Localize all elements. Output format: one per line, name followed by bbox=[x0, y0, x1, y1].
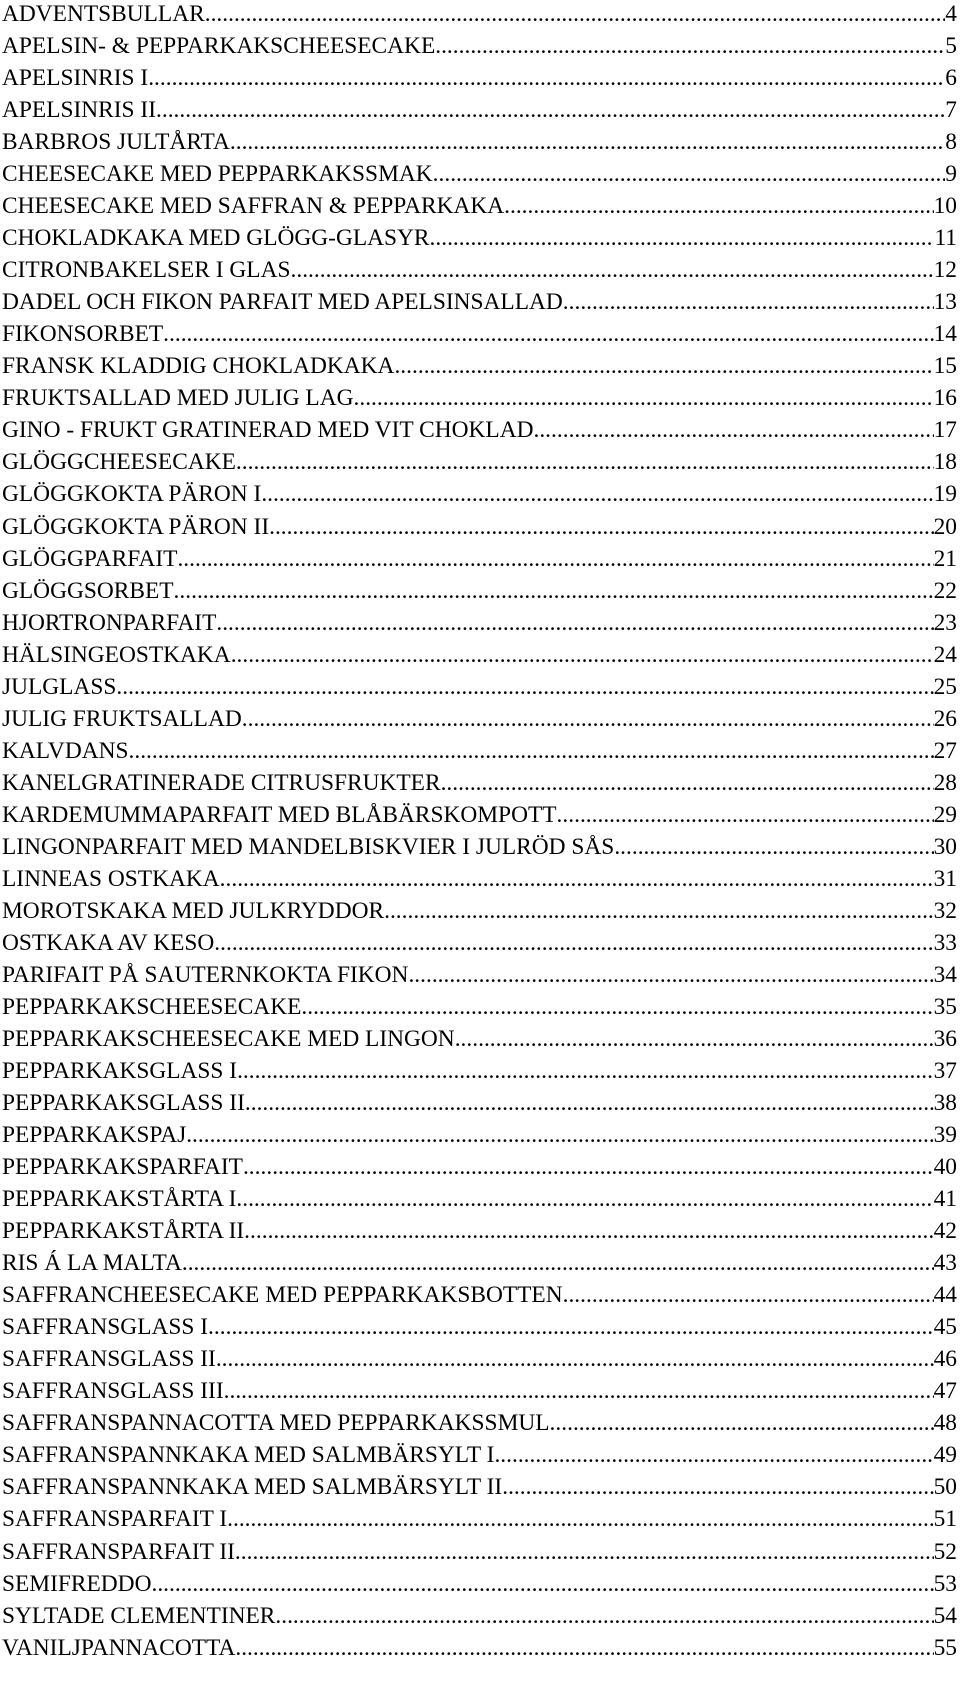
toc-entry-page-number: 20 bbox=[933, 513, 957, 540]
toc-dot-leader bbox=[148, 62, 945, 94]
toc-dot-leader bbox=[208, 1311, 934, 1343]
toc-entry[interactable] bbox=[2, 703, 957, 735]
toc-dot-leader bbox=[242, 703, 934, 735]
toc-entry-title: CHOKLADKAKA MED GLÖGG-GLASYR bbox=[2, 225, 430, 252]
toc-entry-page-number: 4 bbox=[945, 1, 957, 27]
toc-entry[interactable] bbox=[2, 158, 957, 190]
toc-entry-page-number: 12 bbox=[933, 257, 957, 284]
toc-entry-title: SAFFRANSPANNKAKA MED SALMBÄRSYLT II bbox=[2, 1474, 503, 1501]
toc-entry-title: SAFFRANSGLASS I bbox=[2, 1314, 209, 1341]
toc-entry-page-number: 19 bbox=[933, 481, 957, 508]
toc-entry-title: MOROTSKAKA MED JULKRYDDOR bbox=[2, 897, 385, 924]
toc-dot-leader bbox=[224, 1375, 934, 1407]
toc-entry-title: LINGONPARFAIT MED MANDELBISKVIER I JULRÖD SÅS bbox=[2, 833, 615, 860]
toc-entry[interactable] bbox=[2, 767, 957, 799]
toc-dot-leader bbox=[151, 1568, 933, 1600]
toc-entry-title: FIKONSORBET bbox=[2, 321, 164, 348]
toc-entry[interactable] bbox=[2, 1055, 957, 1087]
toc-dot-leader bbox=[174, 575, 934, 607]
toc-entry-title: GLÖGGKOKTA PÄRON II bbox=[2, 513, 270, 540]
toc-entry-page-number: 54 bbox=[933, 1602, 957, 1629]
toc-entry[interactable] bbox=[2, 799, 957, 831]
toc-entry[interactable] bbox=[2, 478, 957, 510]
toc-entry-title: PEPPARKAKSPAJ bbox=[2, 1122, 187, 1149]
toc-entry-title: HJORTRONPARFAIT bbox=[2, 609, 217, 636]
toc-dot-leader bbox=[231, 639, 934, 671]
toc-dot-leader bbox=[236, 446, 934, 478]
toc-dot-leader bbox=[435, 30, 945, 62]
toc-entry-page-number: 55 bbox=[933, 1634, 957, 1661]
toc-entry-page-number: 14 bbox=[933, 321, 957, 348]
toc-entry-title: FRUKTSALLAD MED JULIG LAG bbox=[2, 385, 354, 412]
toc-entry[interactable] bbox=[2, 1471, 957, 1503]
toc-entry-title: CHEESECAKE MED PEPPARKAKSSMAK bbox=[2, 161, 433, 188]
toc-entry-page-number: 16 bbox=[933, 385, 957, 412]
toc-entry-page-number: 34 bbox=[933, 961, 957, 988]
toc-entry-title: OSTKAKA AV KESO bbox=[2, 929, 215, 956]
toc-dot-leader bbox=[563, 1279, 934, 1311]
toc-entry[interactable] bbox=[2, 1568, 957, 1600]
toc-entry[interactable] bbox=[2, 831, 957, 863]
toc-entry[interactable] bbox=[2, 639, 957, 671]
toc-dot-leader bbox=[275, 1600, 933, 1632]
toc-entry[interactable] bbox=[2, 1407, 957, 1439]
toc-entry[interactable] bbox=[2, 1279, 957, 1311]
toc-entry-title: SAFFRANSPANNACOTTA MED PEPPARKAKSSMUL bbox=[2, 1410, 550, 1437]
toc-entry-title: CITRONBAKELSER I GLAS bbox=[2, 257, 291, 284]
toc-entry[interactable] bbox=[2, 1439, 957, 1471]
toc-dot-leader bbox=[237, 1055, 934, 1087]
toc-dot-leader bbox=[408, 959, 933, 991]
table-of-contents bbox=[2, 0, 957, 1664]
toc-entry[interactable] bbox=[2, 575, 957, 607]
toc-dot-leader bbox=[245, 1087, 934, 1119]
toc-entry[interactable] bbox=[2, 254, 957, 286]
toc-dot-leader bbox=[205, 0, 946, 30]
toc-entry-page-number: 6 bbox=[945, 65, 957, 92]
toc-entry-page-number: 50 bbox=[933, 1474, 957, 1501]
toc-entry-title: RIS Á LA MALTA bbox=[2, 1250, 182, 1277]
toc-entry-page-number: 5 bbox=[945, 33, 957, 60]
toc-entry-page-number: 52 bbox=[933, 1538, 957, 1565]
toc-entry-title: LINNEAS OSTKAKA bbox=[2, 865, 220, 892]
toc-dot-leader bbox=[214, 927, 933, 959]
toc-entry-page-number: 47 bbox=[933, 1378, 957, 1405]
toc-dot-leader bbox=[186, 1119, 933, 1151]
toc-entry[interactable] bbox=[2, 62, 957, 94]
toc-entry-title: GLÖGGPARFAIT bbox=[2, 545, 178, 572]
toc-entry[interactable] bbox=[2, 607, 957, 639]
toc-entry-title: ADVENTSBULLAR bbox=[2, 1, 205, 27]
toc-dot-leader bbox=[504, 190, 933, 222]
toc-entry-title: PEPPARKAKSPARFAIT bbox=[2, 1154, 243, 1181]
toc-dot-leader bbox=[116, 671, 933, 703]
toc-entry[interactable] bbox=[2, 318, 957, 350]
toc-entry-page-number: 8 bbox=[945, 129, 957, 156]
toc-entry[interactable] bbox=[2, 94, 957, 126]
toc-entry-page-number: 21 bbox=[933, 545, 957, 572]
toc-dot-leader bbox=[291, 254, 934, 286]
toc-entry-title: PEPPARKAKSCHEESECAKE bbox=[2, 993, 302, 1020]
toc-entry-title: SAFFRANCHEESECAKE MED PEPPARKAKSBOTTEN bbox=[2, 1282, 563, 1309]
toc-entry-title: SAFFRANSGLASS II bbox=[2, 1346, 216, 1373]
toc-entry-page-number: 45 bbox=[933, 1314, 957, 1341]
toc-entry-page-number: 15 bbox=[933, 353, 957, 380]
toc-entry-title: APELSIN- & PEPPARKAKSCHEESECAKE bbox=[2, 33, 436, 60]
toc-entry-page-number: 11 bbox=[934, 225, 957, 252]
toc-entry-title: DADEL OCH FIKON PARFAIT MED APELSINSALLAD bbox=[2, 289, 563, 316]
toc-entry-title: FRANSK KLADDIG CHOKLADKAKA bbox=[2, 353, 395, 380]
toc-entry[interactable] bbox=[2, 414, 957, 446]
toc-entry-title: PEPPARKAKSTÅRTA II bbox=[2, 1218, 245, 1245]
toc-entry[interactable] bbox=[2, 1536, 957, 1568]
toc-dot-leader bbox=[557, 799, 934, 831]
toc-dot-leader bbox=[550, 1407, 934, 1439]
toc-entry[interactable] bbox=[2, 1215, 957, 1247]
toc-dot-leader bbox=[182, 1247, 934, 1279]
toc-entry-title: APELSINRIS II bbox=[2, 97, 156, 124]
toc-dot-leader bbox=[394, 350, 933, 382]
toc-entry-page-number: 26 bbox=[933, 705, 957, 732]
toc-entry-title: BARBROS JULTÅRTA bbox=[2, 129, 230, 156]
toc-entry-title: SYLTADE CLEMENTINER bbox=[2, 1602, 276, 1629]
toc-dot-leader bbox=[261, 478, 933, 510]
toc-entry-title: SEMIFREDDO bbox=[2, 1570, 152, 1597]
toc-entry-page-number: 9 bbox=[945, 161, 957, 188]
toc-entry[interactable] bbox=[2, 1119, 957, 1151]
toc-entry-page-number: 41 bbox=[933, 1186, 957, 1213]
toc-entry-page-number: 42 bbox=[933, 1218, 957, 1245]
toc-dot-leader bbox=[156, 94, 945, 126]
toc-entry[interactable] bbox=[2, 1151, 957, 1183]
toc-entry-page-number: 7 bbox=[945, 97, 957, 124]
toc-entry[interactable] bbox=[2, 126, 957, 158]
toc-entry-title: SAFFRANSPANNKAKA MED SALMBÄRSYLT I bbox=[2, 1442, 495, 1469]
toc-entry-page-number: 27 bbox=[933, 737, 957, 764]
toc-entry[interactable] bbox=[2, 543, 957, 575]
toc-dot-leader bbox=[433, 158, 946, 190]
toc-entry-title: KANELGRATINERADE CITRUSFRUKTER bbox=[2, 769, 441, 796]
toc-dot-leader bbox=[129, 735, 934, 767]
toc-entry[interactable] bbox=[2, 959, 957, 991]
toc-entry-title: PEPPARKAKSTÅRTA I bbox=[2, 1186, 237, 1213]
toc-entry-page-number: 31 bbox=[933, 865, 957, 892]
toc-entry[interactable] bbox=[2, 511, 957, 543]
toc-dot-leader bbox=[269, 511, 934, 543]
toc-dot-leader bbox=[216, 1343, 934, 1375]
toc-dot-leader bbox=[354, 382, 934, 414]
toc-entry[interactable] bbox=[2, 1632, 957, 1664]
toc-entry[interactable] bbox=[2, 991, 957, 1023]
toc-entry-page-number: 17 bbox=[933, 417, 957, 444]
toc-entry[interactable] bbox=[2, 863, 957, 895]
toc-entry-page-number: 53 bbox=[933, 1570, 957, 1597]
toc-entry-title: PARIFAIT PÅ SAUTERNKOKTA FIKON bbox=[2, 961, 409, 988]
toc-entry-page-number: 28 bbox=[933, 769, 957, 796]
toc-dot-leader bbox=[533, 414, 933, 446]
toc-dot-leader bbox=[384, 895, 934, 927]
toc-entry-title: GINO - FRUKT GRATINERAD MED VIT CHOKLAD bbox=[2, 417, 534, 444]
toc-entry-title: GLÖGGKOKTA PÄRON I bbox=[2, 481, 262, 508]
toc-entry-page-number: 49 bbox=[933, 1442, 957, 1469]
toc-entry-page-number: 48 bbox=[933, 1410, 957, 1437]
toc-entry-title: VANILJPANNACOTTA bbox=[2, 1634, 236, 1661]
toc-dot-leader bbox=[301, 991, 933, 1023]
toc-dot-leader bbox=[216, 607, 933, 639]
toc-dot-leader bbox=[177, 543, 933, 575]
toc-dot-leader bbox=[563, 286, 934, 318]
toc-entry-page-number: 36 bbox=[933, 1026, 957, 1052]
toc-entry-page-number: 18 bbox=[933, 449, 957, 476]
toc-entry[interactable] bbox=[2, 286, 957, 318]
toc-entry-title: JULGLASS bbox=[2, 673, 117, 700]
toc-entry-page-number: 30 bbox=[933, 833, 957, 860]
toc-entry-page-number: 25 bbox=[933, 673, 957, 700]
toc-entry-title: PEPPARKAKSGLASS II bbox=[2, 1090, 245, 1117]
toc-entry[interactable] bbox=[2, 382, 957, 414]
toc-dot-leader bbox=[441, 767, 934, 799]
toc-entry-page-number: 23 bbox=[933, 609, 957, 636]
toc-entry-page-number: 38 bbox=[933, 1090, 957, 1117]
toc-entry[interactable] bbox=[2, 1183, 957, 1215]
toc-entry-page-number: 10 bbox=[933, 193, 957, 220]
toc-entry-page-number: 37 bbox=[933, 1058, 957, 1085]
toc-entry-title: KALVDANS bbox=[2, 737, 129, 764]
toc-entry-title: KARDEMUMMAPARFAIT MED BLÅBÄRSKOMPOTT bbox=[2, 801, 557, 828]
toc-dot-leader bbox=[227, 1503, 933, 1535]
toc-dot-leader bbox=[230, 126, 945, 158]
toc-entry[interactable] bbox=[2, 446, 957, 478]
toc-entry[interactable] bbox=[2, 30, 957, 62]
toc-entry[interactable] bbox=[2, 1503, 957, 1535]
toc-entry[interactable] bbox=[2, 735, 957, 767]
toc-entry-title: SAFFRANSPARFAIT II bbox=[2, 1538, 235, 1565]
toc-dot-leader bbox=[455, 1023, 934, 1055]
toc-entry-title: GLÖGGCHEESECAKE bbox=[2, 449, 236, 476]
toc-entry[interactable] bbox=[2, 1375, 957, 1407]
toc-dot-leader bbox=[494, 1439, 933, 1471]
toc-entry-page-number: 44 bbox=[933, 1282, 957, 1309]
toc-entry[interactable] bbox=[2, 1087, 957, 1119]
toc-entry[interactable] bbox=[2, 1247, 957, 1279]
toc-entry[interactable] bbox=[2, 1600, 957, 1632]
toc-entry-page-number: 22 bbox=[933, 577, 957, 604]
toc-entry-title: SAFFRANSGLASS III bbox=[2, 1378, 224, 1405]
toc-entry[interactable] bbox=[2, 190, 957, 222]
toc-entry-page-number: 32 bbox=[933, 897, 957, 924]
toc-entry-page-number: 39 bbox=[933, 1122, 957, 1149]
toc-entry[interactable] bbox=[2, 895, 957, 927]
toc-entry-page-number: 40 bbox=[933, 1154, 957, 1181]
toc-entry-page-number: 46 bbox=[933, 1346, 957, 1373]
toc-entry-page-number: 43 bbox=[933, 1250, 957, 1277]
toc-entry-title: JULIG FRUKTSALLAD bbox=[2, 705, 242, 732]
toc-entry-title: SAFFRANSPARFAIT I bbox=[2, 1506, 228, 1533]
toc-dot-leader bbox=[235, 1536, 934, 1568]
toc-entry-page-number: 24 bbox=[933, 641, 957, 668]
toc-entry-title: HÄLSINGEOSTKAKA bbox=[2, 641, 231, 668]
toc-entry-page-number: 51 bbox=[933, 1506, 957, 1533]
toc-entry[interactable] bbox=[2, 927, 957, 959]
toc-entry-title: GLÖGGSORBET bbox=[2, 577, 174, 604]
toc-entry-title: APELSINRIS I bbox=[2, 65, 149, 92]
toc-dot-leader bbox=[502, 1471, 933, 1503]
toc-dot-leader bbox=[220, 863, 934, 895]
toc-entry-title: CHEESECAKE MED SAFFRAN & PEPPARKAKA bbox=[2, 193, 505, 220]
toc-entry[interactable] bbox=[2, 671, 957, 703]
toc-entry-title: PEPPARKAKSCHEESECAKE MED LINGON bbox=[2, 1026, 455, 1052]
toc-entry-page-number: 13 bbox=[933, 289, 957, 316]
toc-entry[interactable] bbox=[2, 1343, 957, 1375]
toc-entry[interactable] bbox=[2, 1311, 957, 1343]
toc-dot-leader bbox=[235, 1632, 933, 1664]
toc-dot-leader bbox=[614, 831, 933, 863]
toc-dot-leader bbox=[430, 222, 935, 254]
toc-entry-page-number: 33 bbox=[933, 929, 957, 956]
toc-entry[interactable] bbox=[2, 222, 957, 254]
toc-dot-leader bbox=[236, 1183, 933, 1215]
toc-entry-page-number: 29 bbox=[933, 801, 957, 828]
toc-entry-page-number: 35 bbox=[933, 993, 957, 1020]
toc-entry[interactable] bbox=[2, 1023, 957, 1055]
toc-entry[interactable] bbox=[2, 350, 957, 382]
toc-entry-title: PEPPARKAKSGLASS I bbox=[2, 1058, 238, 1085]
toc-dot-leader bbox=[243, 1151, 934, 1183]
toc-dot-leader bbox=[163, 318, 933, 350]
toc-entry[interactable] bbox=[2, 0, 957, 30]
toc-dot-leader bbox=[244, 1215, 933, 1247]
